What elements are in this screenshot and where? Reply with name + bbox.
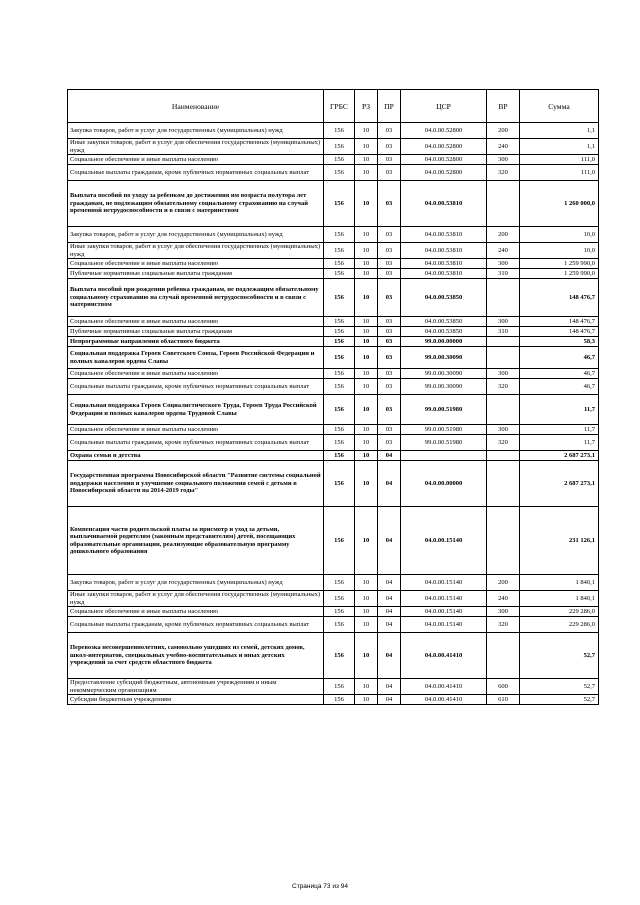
cell-name: Социальная поддержка Героев Социалистического Труда, Героев Труда Российской Федерации и полных кавалеров ордена Трудовой Славы bbox=[68, 395, 324, 425]
cell-rz: 10 bbox=[355, 395, 378, 425]
cell-rz: 10 bbox=[355, 591, 378, 607]
cell-sum: 148 476,7 bbox=[520, 327, 599, 337]
cell-sum: 2 687 273,1 bbox=[520, 451, 599, 461]
cell-rz: 10 bbox=[355, 279, 378, 317]
cell-pr: 03 bbox=[378, 165, 401, 181]
cell-name: Охрана семьи и детства bbox=[68, 451, 324, 461]
cell-name: Государственная программа Новосибирской области "Развитие системы социальной поддержки населения и улучшение социального положения семей с детьми в Новосибирской области на 2014-2019 годы" bbox=[68, 461, 324, 507]
cell-rz: 10 bbox=[355, 461, 378, 507]
cell-vr: 240 bbox=[487, 243, 520, 259]
cell-rz: 10 bbox=[355, 575, 378, 591]
cell-rz: 10 bbox=[355, 617, 378, 633]
cell-name: Социальное обеспечение и иные выплаты населению bbox=[68, 607, 324, 617]
cell-sum: 46,7 bbox=[520, 379, 599, 395]
table-row bbox=[68, 379, 599, 395]
cell-pr: 03 bbox=[378, 259, 401, 269]
cell-sum: 46,7 bbox=[520, 347, 599, 369]
cell-csr: 04.0.00.52800 bbox=[401, 139, 487, 155]
cell-vr: 300 bbox=[487, 259, 520, 269]
cell-grbs: 156 bbox=[324, 379, 355, 395]
cell-grbs: 156 bbox=[324, 123, 355, 139]
cell-pr: 04 bbox=[378, 451, 401, 461]
cell-vr bbox=[487, 181, 520, 227]
cell-sum: 2 687 273,1 bbox=[520, 461, 599, 507]
cell-sum: 1 260 000,0 bbox=[520, 181, 599, 227]
cell-grbs: 156 bbox=[324, 227, 355, 243]
cell-grbs: 156 bbox=[324, 507, 355, 575]
cell-sum: 111,0 bbox=[520, 165, 599, 181]
cell-rz: 10 bbox=[355, 227, 378, 243]
cell-grbs: 156 bbox=[324, 395, 355, 425]
table-row bbox=[68, 607, 599, 617]
cell-grbs: 156 bbox=[324, 317, 355, 327]
page-footer: Страница 73 из 94 bbox=[292, 883, 348, 890]
table-row bbox=[68, 227, 599, 243]
cell-csr: 04.0.00.52800 bbox=[401, 123, 487, 139]
cell-pr: 04 bbox=[378, 633, 401, 679]
cell-csr: 04.0.00.53810 bbox=[401, 269, 487, 279]
cell-pr: 03 bbox=[378, 317, 401, 327]
cell-grbs: 156 bbox=[324, 435, 355, 451]
cell-rz: 10 bbox=[355, 243, 378, 259]
cell-csr: 04.0.00.41410 bbox=[401, 633, 487, 679]
cell-vr: 300 bbox=[487, 607, 520, 617]
cell-vr bbox=[487, 461, 520, 507]
cell-name: Публичные нормативные социальные выплаты гражданам bbox=[68, 269, 324, 279]
cell-grbs: 156 bbox=[324, 425, 355, 435]
table-row bbox=[68, 507, 599, 575]
table-row bbox=[68, 435, 599, 451]
cell-sum: 10,0 bbox=[520, 227, 599, 243]
cell-rz: 10 bbox=[355, 679, 378, 695]
cell-vr: 300 bbox=[487, 425, 520, 435]
cell-rz: 10 bbox=[355, 507, 378, 575]
table-row bbox=[68, 591, 599, 607]
cell-csr: 99.0.00.30090 bbox=[401, 347, 487, 369]
cell-rz: 10 bbox=[355, 369, 378, 379]
cell-rz: 10 bbox=[355, 269, 378, 279]
cell-rz: 10 bbox=[355, 181, 378, 227]
cell-rz: 10 bbox=[355, 435, 378, 451]
cell-csr: 99.0.00.30090 bbox=[401, 379, 487, 395]
cell-grbs: 156 bbox=[324, 155, 355, 165]
cell-rz: 10 bbox=[355, 347, 378, 369]
cell-sum: 52,7 bbox=[520, 695, 599, 705]
cell-vr: 320 bbox=[487, 617, 520, 633]
cell-sum: 58,3 bbox=[520, 337, 599, 347]
cell-sum: 1 840,1 bbox=[520, 591, 599, 607]
cell-csr: 04.0.00.53810 bbox=[401, 227, 487, 243]
cell-grbs: 156 bbox=[324, 607, 355, 617]
cell-csr: 99.0.00.51980 bbox=[401, 435, 487, 451]
header-pr: ПР bbox=[378, 90, 401, 123]
cell-csr: 04.0.00.15140 bbox=[401, 591, 487, 607]
cell-pr: 03 bbox=[378, 425, 401, 435]
cell-pr: 03 bbox=[378, 369, 401, 379]
cell-csr: 04.0.00.15140 bbox=[401, 575, 487, 591]
cell-pr: 03 bbox=[378, 379, 401, 395]
table-row bbox=[68, 327, 599, 337]
cell-sum: 1 259 990,0 bbox=[520, 269, 599, 279]
cell-csr: 04.0.00.00000 bbox=[401, 461, 487, 507]
header-rz: РЗ bbox=[355, 90, 378, 123]
cell-name: Выплата пособий по уходу за ребенком до достижения им возраста полутора лет гражданам, не подлежащим обязательному социальному страхованию на случай временной нетрудоспособности и в связи с материнством bbox=[68, 181, 324, 227]
cell-name: Предоставление субсидий бюджетным, автономным учреждениям и иным некоммерческим организациям bbox=[68, 679, 324, 695]
cell-name: Социальное обеспечение и иные выплаты населению bbox=[68, 317, 324, 327]
cell-vr: 200 bbox=[487, 575, 520, 591]
cell-csr: 04.0.00.53850 bbox=[401, 279, 487, 317]
cell-sum: 1,1 bbox=[520, 123, 599, 139]
cell-name: Социальное обеспечение и иные выплаты населению bbox=[68, 259, 324, 269]
cell-name: Закупка товаров, работ и услуг для государственных (муниципальных) нужд bbox=[68, 227, 324, 243]
cell-grbs: 156 bbox=[324, 327, 355, 337]
table-row bbox=[68, 139, 599, 155]
header-csr: ЦСР bbox=[401, 90, 487, 123]
cell-pr: 04 bbox=[378, 591, 401, 607]
cell-sum: 11,7 bbox=[520, 395, 599, 425]
cell-pr: 03 bbox=[378, 155, 401, 165]
cell-pr: 04 bbox=[378, 607, 401, 617]
cell-name: Социальное обеспечение и иные выплаты населению bbox=[68, 369, 324, 379]
cell-rz: 10 bbox=[355, 607, 378, 617]
cell-csr: 04.0.00.15140 bbox=[401, 617, 487, 633]
cell-csr: 99.0.00.00000 bbox=[401, 337, 487, 347]
cell-vr bbox=[487, 347, 520, 369]
cell-vr bbox=[487, 395, 520, 425]
cell-sum: 1 840,1 bbox=[520, 575, 599, 591]
cell-pr: 03 bbox=[378, 139, 401, 155]
header-grbs: ГРБС bbox=[324, 90, 355, 123]
cell-grbs: 156 bbox=[324, 617, 355, 633]
cell-csr: 04.0.00.52800 bbox=[401, 155, 487, 165]
cell-name: Непрограммные направления областного бюджета bbox=[68, 337, 324, 347]
cell-rz: 10 bbox=[355, 139, 378, 155]
cell-pr: 03 bbox=[378, 243, 401, 259]
cell-vr: 600 bbox=[487, 679, 520, 695]
cell-pr: 04 bbox=[378, 461, 401, 507]
cell-name: Социальные выплаты гражданам, кроме публичных нормативных социальных выплат bbox=[68, 379, 324, 395]
cell-vr bbox=[487, 507, 520, 575]
cell-sum: 111,0 bbox=[520, 155, 599, 165]
table-row bbox=[68, 317, 599, 327]
table-row bbox=[68, 259, 599, 269]
cell-grbs: 156 bbox=[324, 165, 355, 181]
cell-grbs: 156 bbox=[324, 347, 355, 369]
cell-csr: 04.0.00.15140 bbox=[401, 607, 487, 617]
cell-name: Социальная поддержка Героев Советского Союза, Героев Российской Федерации и полных кавалеров ордена Славы bbox=[68, 347, 324, 369]
header-vr: ВР bbox=[487, 90, 520, 123]
table-row bbox=[68, 347, 599, 369]
cell-grbs: 156 bbox=[324, 695, 355, 705]
cell-grbs: 156 bbox=[324, 679, 355, 695]
table-row bbox=[68, 155, 599, 165]
cell-grbs: 156 bbox=[324, 369, 355, 379]
cell-vr: 300 bbox=[487, 369, 520, 379]
cell-pr: 03 bbox=[378, 269, 401, 279]
cell-sum: 11,7 bbox=[520, 425, 599, 435]
cell-name: Социальное обеспечение и иные выплаты населению bbox=[68, 155, 324, 165]
table-row bbox=[68, 633, 599, 679]
cell-vr: 320 bbox=[487, 379, 520, 395]
cell-pr: 03 bbox=[378, 435, 401, 451]
cell-vr: 240 bbox=[487, 591, 520, 607]
cell-rz: 10 bbox=[355, 317, 378, 327]
table-row bbox=[68, 575, 599, 591]
cell-vr: 310 bbox=[487, 269, 520, 279]
cell-vr: 610 bbox=[487, 695, 520, 705]
cell-name: Закупка товаров, работ и услуг для государственных (муниципальных) нужд bbox=[68, 575, 324, 591]
table-row bbox=[68, 165, 599, 181]
cell-csr: 04.0.00.41410 bbox=[401, 695, 487, 705]
header-name: Наименование bbox=[68, 90, 324, 123]
cell-grbs: 156 bbox=[324, 461, 355, 507]
cell-grbs: 156 bbox=[324, 139, 355, 155]
cell-grbs: 156 bbox=[324, 259, 355, 269]
cell-pr: 03 bbox=[378, 395, 401, 425]
cell-pr: 03 bbox=[378, 337, 401, 347]
cell-grbs: 156 bbox=[324, 181, 355, 227]
cell-rz: 10 bbox=[355, 327, 378, 337]
table-row bbox=[68, 269, 599, 279]
header-sum: Сумма bbox=[520, 90, 599, 123]
cell-vr bbox=[487, 633, 520, 679]
cell-sum: 10,0 bbox=[520, 243, 599, 259]
cell-name: Публичные нормативные социальные выплаты гражданам bbox=[68, 327, 324, 337]
cell-grbs: 156 bbox=[324, 243, 355, 259]
cell-rz: 10 bbox=[355, 337, 378, 347]
table-row bbox=[68, 425, 599, 435]
cell-vr: 200 bbox=[487, 123, 520, 139]
table-header-row bbox=[68, 90, 599, 123]
cell-csr: 04.0.00.53850 bbox=[401, 317, 487, 327]
cell-rz: 10 bbox=[355, 165, 378, 181]
cell-pr: 04 bbox=[378, 679, 401, 695]
cell-csr: 04.0.00.53850 bbox=[401, 327, 487, 337]
table-row bbox=[68, 461, 599, 507]
cell-name: Закупка товаров, работ и услуг для государственных (муниципальных) нужд bbox=[68, 123, 324, 139]
cell-grbs: 156 bbox=[324, 269, 355, 279]
cell-sum: 148 476,7 bbox=[520, 279, 599, 317]
cell-csr: 04.0.00.41410 bbox=[401, 679, 487, 695]
cell-csr: 04.0.00.15140 bbox=[401, 507, 487, 575]
cell-sum: 52,7 bbox=[520, 679, 599, 695]
cell-vr: 240 bbox=[487, 139, 520, 155]
cell-csr: 04.0.00.53810 bbox=[401, 259, 487, 269]
cell-rz: 10 bbox=[355, 451, 378, 461]
cell-rz: 10 bbox=[355, 695, 378, 705]
cell-sum: 148 476,7 bbox=[520, 317, 599, 327]
budget-table bbox=[67, 89, 599, 705]
cell-name: Иные закупки товаров, работ и услуг для обеспечения государственных (муниципальных) нужд bbox=[68, 139, 324, 155]
cell-csr: 04.0.00.52800 bbox=[401, 165, 487, 181]
table-row bbox=[68, 451, 599, 461]
cell-pr: 04 bbox=[378, 617, 401, 633]
cell-pr: 04 bbox=[378, 695, 401, 705]
cell-name: Социальные выплаты гражданам, кроме публичных нормативных социальных выплат bbox=[68, 165, 324, 181]
cell-grbs: 156 bbox=[324, 279, 355, 317]
cell-pr: 04 bbox=[378, 575, 401, 591]
cell-sum: 229 286,0 bbox=[520, 607, 599, 617]
cell-vr bbox=[487, 279, 520, 317]
cell-csr: 04.0.00.53810 bbox=[401, 181, 487, 227]
cell-pr: 03 bbox=[378, 181, 401, 227]
cell-name: Иные закупки товаров, работ и услуг для обеспечения государственных (муниципальных) нужд bbox=[68, 591, 324, 607]
table-row bbox=[68, 243, 599, 259]
cell-pr: 03 bbox=[378, 227, 401, 243]
cell-grbs: 156 bbox=[324, 575, 355, 591]
cell-vr: 300 bbox=[487, 155, 520, 165]
cell-name: Компенсация части родительской платы за присмотр и уход за детьми, выплачиваемой родителям (законным представителям) детей, посещающих образовательные организации, реализующие образовательную программу дошкольного образования bbox=[68, 507, 324, 575]
cell-pr: 04 bbox=[378, 507, 401, 575]
cell-sum: 1,1 bbox=[520, 139, 599, 155]
cell-name: Социальные выплаты гражданам, кроме публичных нормативных социальных выплат bbox=[68, 617, 324, 633]
cell-sum: 229 286,0 bbox=[520, 617, 599, 633]
cell-pr: 03 bbox=[378, 123, 401, 139]
cell-vr: 320 bbox=[487, 165, 520, 181]
cell-csr: 99.0.00.51980 bbox=[401, 395, 487, 425]
cell-rz: 10 bbox=[355, 123, 378, 139]
table-row bbox=[68, 369, 599, 379]
cell-pr: 03 bbox=[378, 327, 401, 337]
cell-csr: 99.0.00.51980 bbox=[401, 425, 487, 435]
cell-name: Субсидии бюджетным учреждениям bbox=[68, 695, 324, 705]
cell-grbs: 156 bbox=[324, 633, 355, 679]
table-row bbox=[68, 617, 599, 633]
cell-sum: 231 126,1 bbox=[520, 507, 599, 575]
cell-vr: 200 bbox=[487, 227, 520, 243]
cell-name: Социальные выплаты гражданам, кроме публичных нормативных социальных выплат bbox=[68, 435, 324, 451]
cell-grbs: 156 bbox=[324, 451, 355, 461]
cell-name: Иные закупки товаров, работ и услуг для обеспечения государственных (муниципальных) нужд bbox=[68, 243, 324, 259]
table-row bbox=[68, 181, 599, 227]
cell-rz: 10 bbox=[355, 633, 378, 679]
cell-vr: 300 bbox=[487, 317, 520, 327]
table-row bbox=[68, 679, 599, 695]
table-row bbox=[68, 279, 599, 317]
cell-csr: 04.0.00.53810 bbox=[401, 243, 487, 259]
cell-sum: 52,7 bbox=[520, 633, 599, 679]
table-row bbox=[68, 695, 599, 705]
table-body bbox=[68, 123, 599, 705]
cell-sum: 11,7 bbox=[520, 435, 599, 451]
cell-vr bbox=[487, 337, 520, 347]
table-row bbox=[68, 395, 599, 425]
cell-name: Выплата пособий при рождении ребенка гражданам, не подлежащим обязательному социальному страхованию на случай временной нетрудоспособности и в связи с материнством bbox=[68, 279, 324, 317]
cell-grbs: 156 bbox=[324, 337, 355, 347]
cell-grbs: 156 bbox=[324, 591, 355, 607]
cell-name: Социальное обеспечение и иные выплаты населению bbox=[68, 425, 324, 435]
table-row bbox=[68, 337, 599, 347]
cell-pr: 03 bbox=[378, 279, 401, 317]
cell-rz: 10 bbox=[355, 425, 378, 435]
cell-sum: 1 259 990,0 bbox=[520, 259, 599, 269]
cell-pr: 03 bbox=[378, 347, 401, 369]
cell-vr: 320 bbox=[487, 435, 520, 451]
cell-rz: 10 bbox=[355, 259, 378, 269]
cell-csr bbox=[401, 451, 487, 461]
table-row bbox=[68, 123, 599, 139]
cell-csr: 99.0.00.30090 bbox=[401, 369, 487, 379]
cell-rz: 10 bbox=[355, 155, 378, 165]
cell-vr: 310 bbox=[487, 327, 520, 337]
cell-vr bbox=[487, 451, 520, 461]
cell-name: Перевозка несовершеннолетних, самовольно ушедших из семей, детских домов, школ-интернатов, специальных учебно-воспитательных и иных детских учреждений за счет средств областного бюджета bbox=[68, 633, 324, 679]
cell-rz: 10 bbox=[355, 379, 378, 395]
cell-sum: 46,7 bbox=[520, 369, 599, 379]
